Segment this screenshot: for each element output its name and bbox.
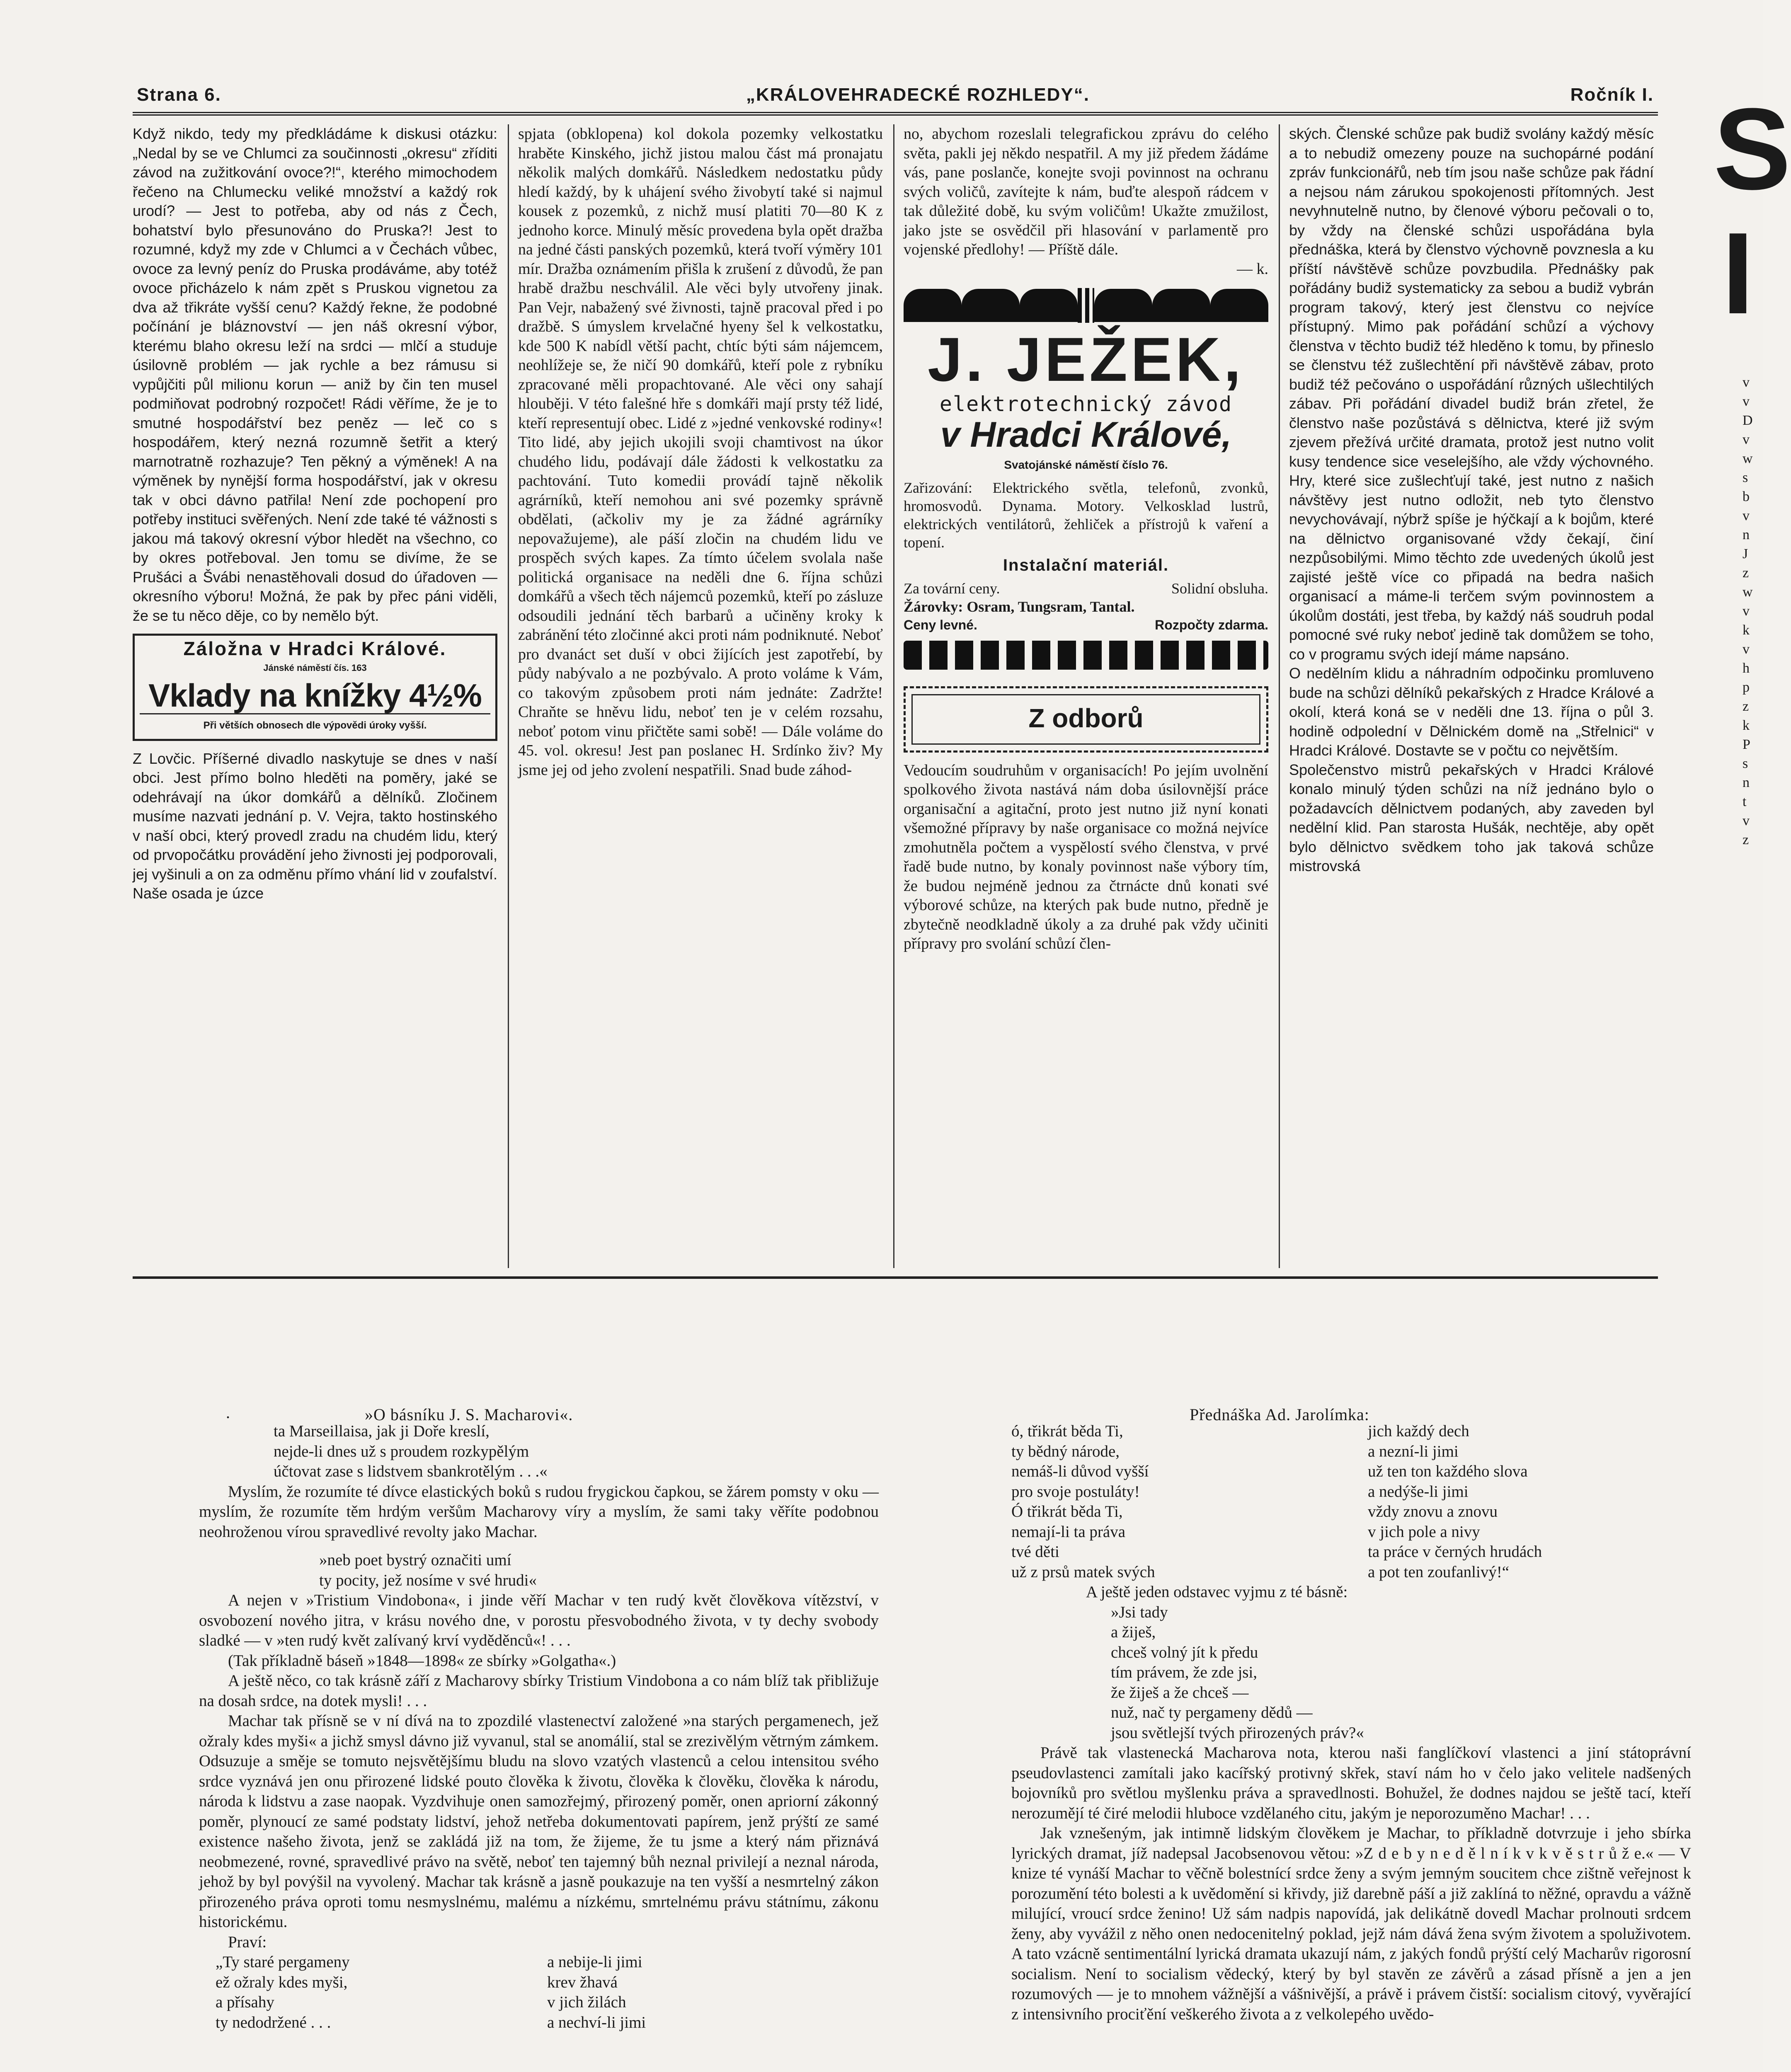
ad-bank-name: Záložna v Hradci Králové. [183,638,447,659]
verse-line: a nechví-li jimi [547,2013,646,2031]
verse-line: nejde-li dnes už s proudem rozkypělým [274,1442,529,1460]
book-right-page [1011,1401,1691,2072]
verse-line: ty pocity, jež nosíme v své hrudi« [319,1571,537,1589]
verse-line: už z prsů matek svých [1011,1563,1155,1581]
right-page-title: Přednáška Ad. Jarolímka: [1190,1405,1369,1424]
verse-line: pro svoje postuláty! [1011,1482,1140,1501]
verse-line: »neb poet bystrý označiti umí [319,1551,511,1569]
article-text: Z Lovčic. Příšerné divadlo naskytuje se dnes v naší obci. Jest přímo bolno hleděti na poměry, jaké se odehrávají na úkor domkářů a dělníků. Zločinem musíme nazvati jednání p. V. Vejra, takto hostinského v naší obci, který provedl zradu na chudém lidu, který od prvopočátku provádění jeho živnosti jej podporovali, jej vyšinuli a on za odměnu přímo vhání lid v zoufalství. Naše osada je úzce [133,750,497,902]
column-divider [1279,124,1280,1268]
page-header [133,79,1658,116]
verse-line: krev žhavá [547,1973,618,1991]
verse-line: ty bědný národe, [1011,1442,1120,1460]
ad-bank-address: Jánské náměstí čís. 163 [263,662,367,673]
verse-line: tvé děti [1011,1543,1059,1561]
header-volume: Ročník I. [1570,85,1654,105]
column-4 [1289,124,1654,1268]
verse-two-column [199,1952,879,2033]
ad-row-right: Rozpočty zdarma. [1155,617,1268,632]
edge-letter: I [1722,209,1754,338]
verse-line: účtovat zase s lidstvem sbankrotělým . . .« [274,1462,548,1480]
column-divider [508,124,509,1268]
ad-deposit-rate: Vklady na knížky 4½% [148,677,482,714]
verse-line: že žiješ a že chceš — [1111,1683,1249,1702]
ad-body: Zařizování: Elektrického světla, telefonů, zvonků, hromosvodů. Dynama. Motory. Velkosklad lustrů, elektrických ventilátorů, žehliček a přístrojů k vaření a topení. [904,479,1268,551]
ad-row-left: Za tovární ceny. [904,580,1000,597]
verse-line: chceš volný jít k předu [1111,1643,1258,1661]
header-page-number: Strana 6. [137,85,221,105]
verse-line: a nezní-li jimi [1368,1442,1459,1460]
column-divider [893,124,894,1268]
verse-line: v jich pole a nivy [1368,1523,1480,1541]
verse-line: ó, třikrát běda Ti, [1011,1422,1123,1440]
ad-heading: Instalační materiál. [1003,556,1169,574]
bottom-rule [133,1276,1658,1279]
paragraph: Machar tak přísně se v ní dívá na to zpozdilé vlastenectví založené »na starých pergamenech, jež ožraly kdes myši« a jichž smysl dávno již vyvanul, stal se anomálií, stal se zrezivělým větrným zámkem. Odsuzuje a směje se tomuto nejsvětějšímu bludu na slovo vzatých vlastenců a celou intensitou svého srdce vyznává jen onu přirozené lidské pouto člověka k životu, člověka k člověku, člověka k národu, národa k lidstvu a zase naopak. Vyzdvihuje onen samozřejmý, přirozený poměr, onen apriorní zákonný poměr, plynoucí ze samé podstaty lidství, jehož netřeba dokumentovati papírem, jenž prýští ze samé existence našeho života, jenž se zakládá již na tom, že žijeme, že tu jsme a který nám přiznává neobmezené, rovné, spravedlivé právo na světě, neboť ten tajemný bůh neznal privilejí a neznal národa, jehož by byl povýšil na vyvolený. Machar tak krásně a jasně poukazuje na ten vyšší a nesmrtelný zákon přirozeného práva oproti tomu nesmyslnému, malému a nízkému, smrtelnému právu státnímu, zákonu historickému. [199,1712,879,1931]
verse-line: a žiješ, [1111,1623,1156,1641]
newspaper-columns [133,124,1658,1276]
article-text: spjata (obklopena) kol dokola pozemky velkostatku hraběte Kinského, jichž jistou malou část má pronajatu několik malých domkářů. Následkem nedostatku půdy hledí každý, by k uhájení svého živobytí také si najmul kousek z pozemků, z nichž musí platiti 70—80 K z jednoho korce. Minulý měsíc provedena byla opět dražba na jedné části panských pozemků, která tvoří výměry 101 mír. Dražba oznámením přišla k zrušení z důvodů, že pan hrabě dražbu neschválil. Ale věci byly utvořeny jinak. Pan Vejr, nabažený své živnosti, tajně pracoval před i po dražbě. S úmyslem krvelačné hyeny šel k velkostatku, kde 500 K nabídl větší pacht, chtíc býti sám nájemcem, neohlížeje se, že ničí 90 domkářů, kteří pole z rybníku zpracované měli propachtované. Ale věci ony sahají hlouběji. V této falešné hře s domkáři mají prsty též lidé, kteří representují obec. Lidé z »jedné venkovské rodiny«! Tito lidé, aby jejich ukojili svoji chamtivost na úkor chudého lidu, podávají dále žádosti k velkostatku za pachtování. Tuto komedii provádí tajně několik agrárníků, kteří nemohou ani své pozemky správně obdělati, (ačkoliv my je za žádné agrárníky nepovažujeme), ale páší zločin na chudém lidu ve prospěch svých kapes. Za tímto účelem svolala naše politická organisace na neděli dne 6. října schůzi domkářů a všech těch nájemců pozemků, kteří po zásluze odsoudili jednání těch barbarů a učiněny kroky k zabránění této zločinné akci proti nám podniknuté. Neboť pro dvanáct set duší v obci žijících jest zapotřebí, by půdy nabývalo a ne pozbývalo. A proto voláme k Vám, co takovým způsobem proti nám jednáte: Zadržte! Chraňte se hněvu lidu, neboť ten je v celém rozsahu, neboť potom vinu přičtěte sami sobě! — Dále voláme do 45. vol. okresu! Jest pan poslanec H. Srdínko živ? My jsme jej od jeho zvolení nespatřili. Snad bude záhod- [518,125,883,779]
verse-line: vždy znovu a znovu [1368,1503,1498,1520]
paragraph: (Tak příkladně báseň »1848—1898« ze sbírky »Golgatha«.) [228,1651,616,1670]
verse-line: tím právem, že zde jsi, [1111,1663,1258,1681]
verse-line: jich každý dech [1368,1422,1469,1440]
verse-line: a přísahy [216,1993,274,2011]
ad-ornament-bottom [904,641,1268,670]
article-text: Společenstvo mistrů pekařských v Hradci Králové konalo minulý týden schůzi na níž jednáno bylo o požadavcích dělnictvem podaných, aby zaveden byl nedělní klid. Pan starosta Hušák, nechtěje, aby opět bylo dělnictvo svědkem toho jak taková schůze mistrovská [1289,761,1654,874]
ad-address: Svatojánské náměstí číslo 76. [1004,458,1168,471]
verse-line: »Jsi tady [1111,1603,1168,1621]
ad-row-text: Žárovky: Osram, Tungsram, Tantal. [904,598,1135,615]
article-text: no, abychom rozeslali telegrafickou zprávu do celého světa, pakli jej někdo nespatřil. A my již předem žádáme vás, pane poslanče, konejte svoji povinnost na ochranu svých voličů, zavítejte k nám, buďte alespoň rádcem v tak důležité době, ku svým voličům! Ukažte zmužilost, jako jste se osvědčil při hlasování v parlamentě pro vojenské předlohy! — Příště dále. [904,125,1268,258]
ad-subtitle: elektrotechnický závod [939,392,1233,416]
verse-line: nemají-li ta práva [1011,1523,1126,1541]
column-2 [518,124,883,1268]
verse-line: ty nedodržené . . . [216,2013,331,2031]
paragraph: Právě tak vlastenecká Macharova nota, kterou naši fanglíčkoví vlastenci a jiní státoprávní pseudovlastenci zamítali jako kacířský protivný skřek, staví nám ho v čelo jako velitele nadšených bojovníků pro světlou myšlenku práva a spravedlnosti. Bohužel, že dodnes najdou se ještě tací, kteří nerozumějí té čiré melodii hluboce vzdělaného citu, jakým je neporozuměno Machar! . . . [1011,1744,1691,1822]
paragraph: A ještě něco, co tak krásně září z Macharovy sbírky Tristium Vindobona a co nám blíž tak přibližuje na dosah srdce, na dotek mysli! . . . [199,1672,879,1710]
mark: . [226,1403,230,1422]
verse-line: nuž, nač ty pergameny dědů — [1111,1704,1313,1721]
header-title: „KRÁLOVEHRADECKÉ ROZHLEDY“. [746,85,1090,105]
section-heading-box [904,686,1268,753]
ad-row-left: Ceny levné. [904,617,977,632]
ad-row [904,579,1268,598]
column-3 [904,124,1268,1268]
column-1 [133,124,497,1268]
edge-letter: S [1713,85,1791,214]
ad-row-right: Solidní obsluha. [1171,580,1268,597]
electrotechnical-advertisement [904,287,1268,670]
adjacent-page-edge [1697,83,1791,1202]
ad-row [904,616,1268,634]
article-signature: — k. [1237,260,1268,278]
verse-line: ta Marseillaisa, jak ji Doře kreslí, [274,1422,490,1440]
ad-city: v Hradci Králové, [940,414,1232,455]
book-spread [0,1347,1763,2072]
ad-brand: J. JEŽEK, [928,324,1244,394]
verse-line: už ten ton každého slova [1368,1462,1528,1480]
newspaper-page [133,79,1658,1276]
verse-two-column [1011,1421,1691,1582]
verse-line: v jich žilách [547,1993,626,2011]
ad-row [904,598,1268,616]
article-text: O nedělním klidu a náhradním odpočinku promluveno bude na schůzi dělníků pekařských z Hradce Králové a okolí, která koná se v neděli dne 13. října o půl 3. hodině odpolední v Dělnickém domě na „Střelnici“ v Hradci Králové. Dostavte se v počtu co největším. [1289,665,1654,759]
paragraph: A nejen v »Tristium Vindobona«, i jinde věří Machar v ten rudý květ člověkova vítězství, v osvobození nového jitra, v krásu nového dne, v porostu přesvobodného života, v ty dechy svobody sladké — v »ten rudý květ zalívaný krví vyděděnců«! . . . [199,1591,879,1649]
left-page-title: »O básníku J. S. Macharovi«. [365,1405,573,1424]
book-left-page [199,1401,879,2072]
paragraph: Jak vznešeným, jak intimně lidským člověkem je Machar, to příkladně dotvrzuje i jeho sbírka lyrických dramat, jíž nadepsal Jacobsenovou větou: »Z d e b y n e d ě l n í k v k v ě s t r ů ž e.« — V knize té vynáší Machar to věčně bolestnící srdce ženy a svým jemným soucitem chce zištně veřejnost k porozumění této bolesti a k uvědomění si křivdy, již darebně páší a již zaklíná to něžné, opravdu a vážně milující, vroucí srdce ženino! Už sám nadpis napovídá, jak delikátně dovedl Machar prolnouti srdcem ženy, aby vyvážil z něho onen nedocenitelný poklad, jejž nám dává žena svým životem a spoluživotem. A tato vzácně sentimentální lyrická dramata ukazují nám, z jakých fondů prýští celý Macharův rigorosní socialism. Není to socialism vědecký, který by byl stavěn ze závěrů a zásad přísně a jen a jen rozumových — je to mnohem vážnější a vášnivější, a právě i právem čistší: socialism citový, vyvěrající z intensivního prociťění veškerého života a z velkolepého uvědo- [1011,1824,1691,2023]
paragraph: A ještě jeden odstavec vyjmu z té básně: [1086,1583,1348,1601]
paragraph: Praví: [228,1933,267,1951]
ad-note: Při větších obnosech dle výpovědi úroky vyšší. [140,713,490,736]
verse-line: „Ty staré pergameny [216,1953,350,1971]
verse-line: ta práce v černých hrudách [1368,1543,1542,1561]
verse-line: a nedýše-li jimi [1368,1482,1469,1501]
verse-line: Ó třikrát běda Ti, [1011,1503,1123,1520]
paragraph: Myslím, že rozumíte té dívce elastických boků s rudou frygickou čapkou, se žárem pomsty v oku — myslím, že rozumíte těm hrdým veršům Macharovy víry a myslím, že sami taky věříte podobnou neohroženou vírou spravedlivé revolty jako Machar. [199,1482,879,1541]
edge-letters: v v D v w s b v n J z w v k v h p z k P s n t v z [1743,375,1753,847]
ad-ornament-top [904,287,1268,324]
article-text: ských. Členské schůze pak budiž svolány každý měsíc a to nebudiž omezeny pouze na suchopárné podání zpráv funkcionářů, neb tím jsou naše schůze pak řádní a nejsou nám zárukou spokojenosti přítomných. Jest nevyhnutelně nutno, by členové výboru pečovali o to, by vždy na členské schůzi uspořádána byla přednáška, která by členstvo výchovně povznesla a ku příští návštěvě schůze povzbudila. Přednášky pak pořádány budiž systematicky za sebou a budiž vybrán program takový, který jest členstvu co nejvíce přístupný. Mimo pak pořádání schůzí a výchovy členstva v těchto budiž též hleděno k tomu, by přineslo se členstvu též zušlechtění při návštěvě zábav, proto budiž též pečováno o uspořádání různých ušlechtilých zábav. Při pořádání divadel budiž brán zřetel, že členstvo naše pozůstává s dělnictva, které již svým zjevem přežívá určité dramata, protož jest nutno volit kusy tendence sice veselejšího, ale vždy výchovného. Hry, které sice zušlechťují také, jest nutno z našich návštěvy jest nutno odložit, neb tyto členstvo nevychovávají, nýbrž spíše je hýčkají a k bojům, které na dělnictvo organisované vždy čekají, činí nezpůsobilými. Mimo těchto zde uvedených úkolů jest zajisté ještě více co připadá na bedra našich organisací a máme-li terčem svým povinnostem a úkolům dostáti, jest třeba, by každý náš soudruh podal pomocné své ruky neboť jedině tak domůžem se toho, co v programu svých idejí máme napsáno. [1289,125,1654,663]
verse-line: nemáš-li důvod vyšší [1011,1462,1149,1480]
verse-line: a nebije-li jimi [547,1953,642,1971]
article-text: Vedoucím soudruhům v organisacích! Po jejím uvolnění spolkového života nastává nám doba úsilovnější práce organisační a agitační, proto jest nutno již nyní konati všemožné přípravy by naše organisace co možná nejvíce zmohutněla počtem a vyspělostí svého členstva, v prvé řadě bude nutno, by konaly povinnost naše výbory tím, že budou nejméně jednou za čtrnácte dnů konati své výborové schůze, na kterých pak bude nutno, předně je zbytečně neodkladně úkoly a za druhé pak vždy učiniti přípravy pro svolání schůzí člen- [904,761,1268,952]
section-heading: Z odborů [911,694,1260,745]
verse-line: a pot ten zoufanlivý!“ [1368,1563,1510,1581]
article-text: Když nikdo, tedy my předkládáme k diskusi otázku: „Nedal by se ve Chlumci za součinnosti „okresu“ zříditi závod na zužitkování ovoce?!“, kterého mimochodem řečeno na Chlumecku veliké množství a každý rok urodí? — Jest to potřeba, aby od nás z Čech, bohatství bylo přesunováno do Pruska?! Jest to rozumné, když my zde v Chlumci a v Čechách vůbec, ovoce za levný peníz do Pruska prodáváme, aby totéž ovoce přicházelo k nám zpět s Pruskou vignetou za dva až třikráte vyšší cenu? Každý řekne, že podobné počínání je bláznovství — jen náš okresní výbor, kterému blaho okresu leží na srdci — mlčí a studuje úsilovně problém — jak rychle a bez rámusu si vypůjčiti půl milionu korun — aniž by čin ten musel podmiňovat podrobný rozpočet! Rádi věříme, že je to smutné hospodářství bez peněz — leč co s hospodářem, který nezná rozumně šetřit a který marnotratně rozhazuje? Ten pěkný a výměnek! A na výměnek by nynější forma hospodářství, jak v okresu tak v obci dávno patřila! Není zde pochopení pro potřeby instituci svěřených. Není zde také té vážnosti s jakou má takový okresní výbor hledět na všechno, co by okres potřeboval. Jen tomu se divíme, že se Prušáci a Švábi nenastěhovali dosud do úřadoven — okresního výboru! Možná, že pak by přec páni viděli, že se tu něco děje, co by nemělo být. [133,125,497,624]
verse-line: ež ožraly kdes myši, [216,1973,348,1991]
bank-advertisement [133,634,497,741]
verse-line: jsou světlejší tvých přirozených práv?« [1111,1723,1364,1742]
